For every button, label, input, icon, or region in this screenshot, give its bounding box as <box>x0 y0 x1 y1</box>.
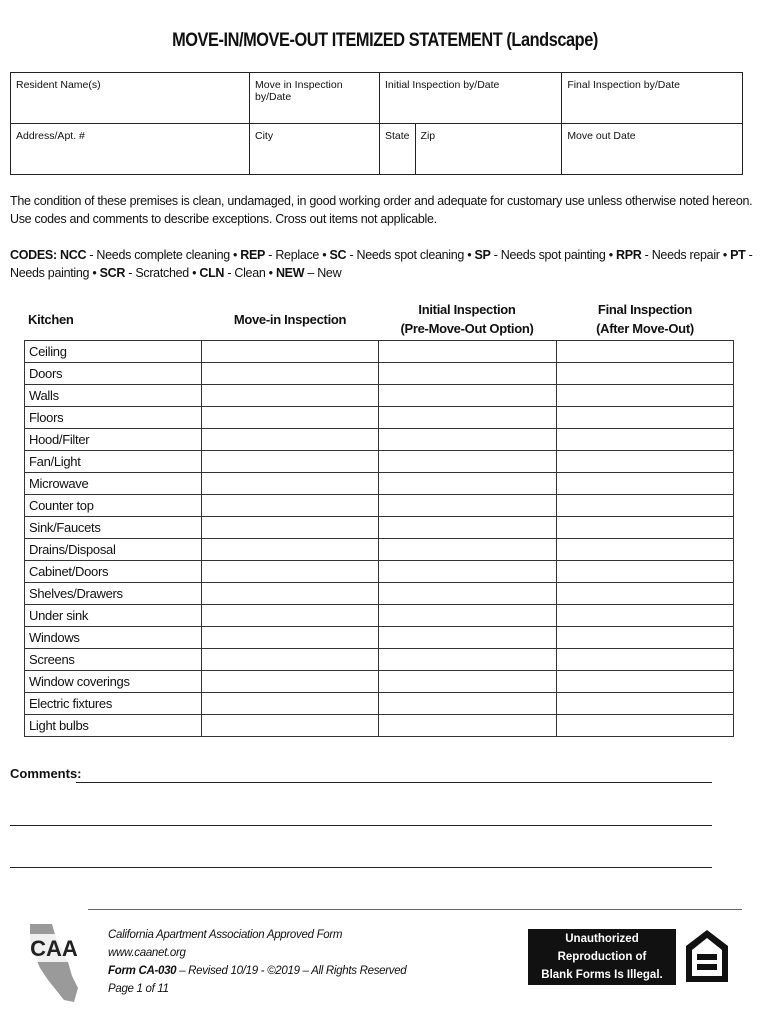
move-in-cell[interactable] <box>201 495 378 517</box>
final-inspection-cell[interactable] <box>556 627 733 649</box>
move-in-cell[interactable] <box>201 451 378 473</box>
final-inspection-cell[interactable] <box>556 715 733 737</box>
initial-inspection-cell[interactable] <box>379 671 556 693</box>
reproduction-warning-badge <box>528 929 676 985</box>
state-field[interactable]: State <box>380 124 416 175</box>
initial-inspection-header <box>379 300 555 338</box>
final-inspection-cell[interactable] <box>556 363 733 385</box>
initial-inspection-cell[interactable] <box>379 429 556 451</box>
move-in-cell[interactable] <box>201 649 378 671</box>
badge-line2: Blank Forms Is Illegal. <box>541 969 663 981</box>
move-in-cell[interactable] <box>201 385 378 407</box>
comments-label: Comments: <box>10 766 82 781</box>
code-ncc-desc: - Needs complete cleaning • <box>86 248 241 262</box>
final-inspection-cell[interactable] <box>556 583 733 605</box>
table-row <box>25 693 734 715</box>
move-in-cell[interactable] <box>201 363 378 385</box>
row-label: Screens <box>25 649 202 671</box>
final-inspection-cell[interactable] <box>556 451 733 473</box>
row-label: Floors <box>25 407 202 429</box>
row-label: Drains/Disposal <box>25 539 202 561</box>
badge-line1: Unauthorized Reproduction of <box>557 933 647 963</box>
move-in-cell[interactable] <box>201 715 378 737</box>
move-in-inspection-field[interactable]: Move in Inspection by/Date <box>250 73 380 124</box>
table-row <box>25 539 734 561</box>
initial-inspection-cell[interactable] <box>379 407 556 429</box>
move-in-cell[interactable] <box>201 671 378 693</box>
final-inspection-cell[interactable] <box>556 385 733 407</box>
move-in-header: Move-in Inspection <box>233 312 347 327</box>
code-sp-desc: - Needs spot painting • <box>490 248 616 262</box>
initial-header-line2: (Pre-Move-Out Option) <box>400 321 534 336</box>
code-sc-desc: - Needs spot cleaning • <box>346 248 475 262</box>
row-label: Cabinet/Doors <box>25 561 202 583</box>
table-row <box>25 517 734 539</box>
footer-website: www.caanet.org <box>108 947 186 959</box>
codes-label: CODES: <box>10 248 57 262</box>
table-row <box>25 429 734 451</box>
row-label: Microwave <box>25 473 202 495</box>
final-header-line2: (After Move-Out) <box>596 321 694 336</box>
caa-logo <box>22 918 92 1013</box>
address-field[interactable]: Address/Apt. # <box>11 124 250 175</box>
code-sp: SP <box>474 248 491 262</box>
comments-line-3[interactable] <box>10 867 712 868</box>
initial-inspection-cell[interactable] <box>379 495 556 517</box>
kitchen-header: Kitchen <box>28 312 74 327</box>
initial-inspection-field[interactable]: Initial Inspection by/Date <box>380 73 562 124</box>
condition-paragraph: The condition of these premises is clean, undamaged, in good working order and adequate for customary use unless otherwise noted hereon. Use codes and comments to describe exceptions. Cross out items not applicable. <box>10 194 753 226</box>
table-row <box>25 363 734 385</box>
table-row <box>25 385 734 407</box>
final-inspection-cell[interactable] <box>556 429 733 451</box>
comments-line-1[interactable] <box>76 782 712 783</box>
resident-info-table <box>10 72 743 175</box>
table-row <box>25 561 734 583</box>
table-row <box>25 649 734 671</box>
table-row <box>25 715 734 737</box>
final-inspection-cell[interactable] <box>556 473 733 495</box>
row-label: Shelves/Drawers <box>25 583 202 605</box>
final-inspection-header <box>557 300 733 338</box>
initial-inspection-cell[interactable] <box>379 385 556 407</box>
code-cln-desc: - Clean • <box>224 266 276 280</box>
initial-inspection-cell[interactable] <box>379 715 556 737</box>
row-label: Electric fixtures <box>25 693 202 715</box>
initial-inspection-cell[interactable] <box>379 627 556 649</box>
initial-inspection-cell[interactable] <box>379 583 556 605</box>
move-in-cell[interactable] <box>201 583 378 605</box>
code-new-desc: – New <box>304 266 342 280</box>
move-in-cell[interactable] <box>201 561 378 583</box>
code-rpr-desc: - Needs repair • <box>641 248 731 262</box>
code-ncc: NCC <box>60 248 87 262</box>
footer-divider <box>88 909 742 910</box>
table-row <box>25 671 734 693</box>
code-new: NEW <box>275 266 305 280</box>
move-in-cell[interactable] <box>201 473 378 495</box>
initial-inspection-cell[interactable] <box>379 363 556 385</box>
move-out-date-field[interactable]: Move out Date <box>562 124 743 175</box>
logo-text: CAA <box>30 936 78 961</box>
move-in-cell[interactable] <box>201 517 378 539</box>
final-inspection-cell[interactable] <box>556 693 733 715</box>
codes-legend <box>10 246 755 282</box>
row-label: Under sink <box>25 605 202 627</box>
comments-line-2[interactable] <box>10 825 712 826</box>
table-row <box>25 627 734 649</box>
move-in-cell[interactable] <box>201 539 378 561</box>
initial-inspection-cell[interactable] <box>379 539 556 561</box>
row-label: Doors <box>25 363 202 385</box>
move-in-cell[interactable] <box>201 429 378 451</box>
footer-form-line <box>108 962 406 980</box>
row-label: Windows <box>25 627 202 649</box>
footer-line1: California Apartment Association Approved Form <box>108 929 343 941</box>
code-pt-desc: - Needs painting • <box>10 248 753 280</box>
final-inspection-cell[interactable] <box>556 407 733 429</box>
initial-inspection-cell[interactable] <box>379 517 556 539</box>
table-row <box>25 495 734 517</box>
initial-inspection-cell[interactable] <box>379 473 556 495</box>
final-inspection-cell[interactable] <box>556 561 733 583</box>
move-in-cell[interactable] <box>201 605 378 627</box>
form-id: Form CA-030 <box>108 965 177 977</box>
code-rep: REP <box>240 248 266 262</box>
initial-inspection-cell[interactable] <box>379 693 556 715</box>
table-row <box>25 473 734 495</box>
final-inspection-cell[interactable] <box>556 341 733 363</box>
final-inspection-cell[interactable] <box>556 517 733 539</box>
final-inspection-cell[interactable] <box>556 605 733 627</box>
move-in-cell[interactable] <box>201 693 378 715</box>
final-inspection-field[interactable]: Final Inspection by/Date <box>562 73 743 124</box>
row-label: Sink/Faucets <box>25 517 202 539</box>
initial-header-line1: Initial Inspection <box>418 302 516 317</box>
move-in-cell[interactable] <box>201 407 378 429</box>
final-inspection-cell[interactable] <box>556 649 733 671</box>
initial-inspection-cell[interactable] <box>379 561 556 583</box>
row-label: Light bulbs <box>25 715 202 737</box>
final-inspection-cell[interactable] <box>556 539 733 561</box>
zip-field[interactable]: Zip <box>415 124 562 175</box>
row-label: Fan/Light <box>25 451 202 473</box>
row-label: Window coverings <box>25 671 202 693</box>
table-row <box>25 341 734 363</box>
code-rep-desc: - Replace • <box>265 248 330 262</box>
form-revision: – Revised 10/19 - ©2019 – All Rights Reserved <box>176 965 407 977</box>
initial-inspection-cell[interactable] <box>379 605 556 627</box>
table-row <box>25 605 734 627</box>
initial-inspection-cell[interactable] <box>379 649 556 671</box>
row-label: Walls <box>25 385 202 407</box>
code-cln: CLN <box>199 266 225 280</box>
page-number: Page 1 of 11 <box>108 983 169 995</box>
table-row <box>25 407 734 429</box>
code-scr: SCR <box>99 266 126 280</box>
final-inspection-cell[interactable] <box>556 671 733 693</box>
footer-text <box>108 926 406 998</box>
resident-names-field[interactable]: Resident Name(s) <box>11 73 250 124</box>
initial-inspection-cell[interactable] <box>379 451 556 473</box>
move-in-cell[interactable] <box>201 627 378 649</box>
equal-housing-icon <box>684 928 730 989</box>
row-label: Ceiling <box>25 341 202 363</box>
code-sc: SC <box>329 248 347 262</box>
row-label: Counter top <box>25 495 202 517</box>
initial-inspection-cell[interactable] <box>379 341 556 363</box>
table-row <box>25 583 734 605</box>
final-inspection-cell[interactable] <box>556 495 733 517</box>
move-in-cell[interactable] <box>201 341 378 363</box>
final-header-line1: Final Inspection <box>597 302 693 317</box>
city-field[interactable]: City <box>250 124 380 175</box>
table-row <box>25 451 734 473</box>
code-pt: PT <box>730 248 746 262</box>
code-scr-desc: - Scratched • <box>125 266 200 280</box>
page-title: MOVE-IN/MOVE-OUT ITEMIZED STATEMENT (Landscape) <box>172 30 598 51</box>
row-label: Hood/Filter <box>25 429 202 451</box>
kitchen-inspection-table <box>24 340 734 737</box>
code-rpr: RPR <box>616 248 642 262</box>
